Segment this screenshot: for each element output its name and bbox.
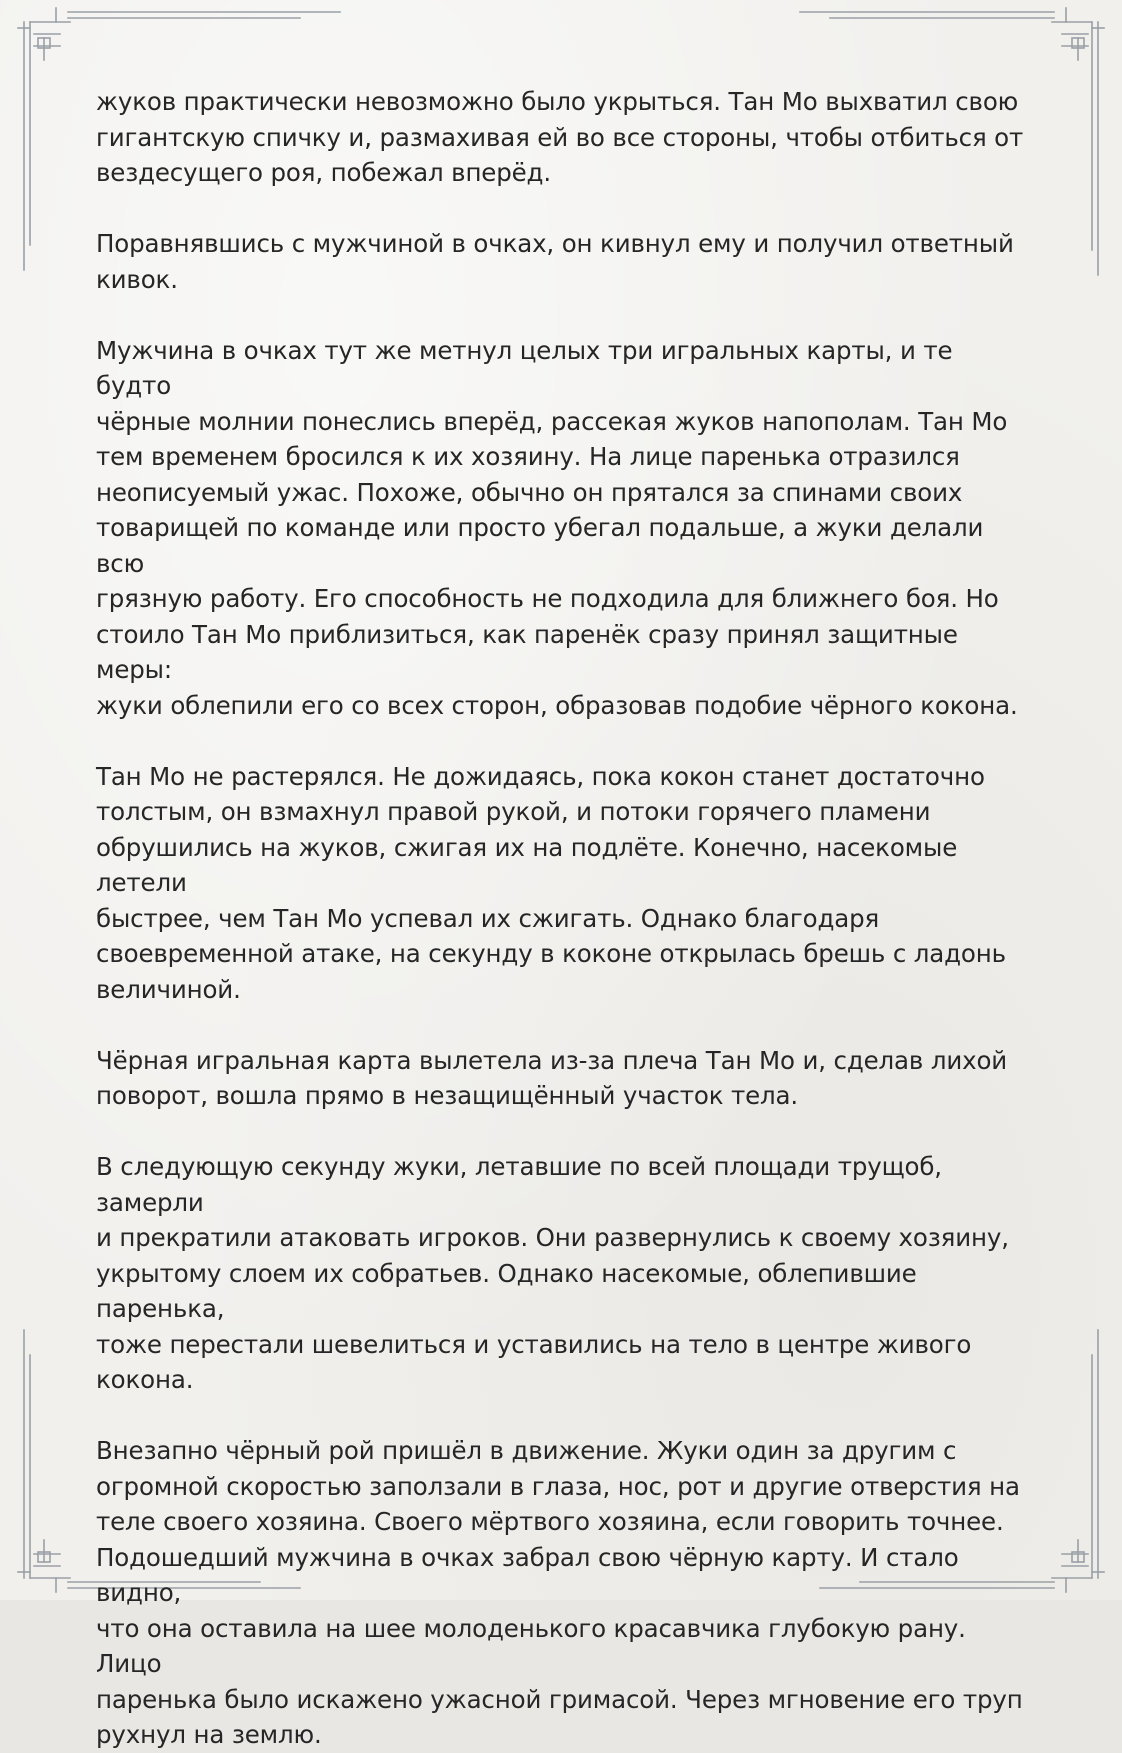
paragraph: В следующую секунду жуки, летавшие по всей площади трущоб, замерли и прекратили атаковать игроков. Они развернулись к своему хозяину, укрытому слоем их собратьев. Однако насекомые, облепившие паренька, тоже перестали шевелиться и уставились на тело в центре живого кокона. (96, 1152, 1009, 1394)
paragraph: жуков практически невозможно было укрыться. Тан Мо выхватил свою гигантскую спичку и, размахивая ей во все стороны, чтобы отбиться от вездесущего роя, побежал вперёд. (96, 87, 1024, 187)
paragraph: Поравнявшись с мужчиной в очках, он кивнул ему и получил ответный кивок. (96, 229, 1014, 294)
paragraph: Внезапно чёрный рой пришёл в движение. Жуки один за другим с огромной скоростью заползали в глаза, нос, рот и другие отверстия на теле своего хозяина. Своего мёртвого хозяина, если говорить точнее. Подошедший мужчина в очках забрал свою чёрную карту. И стало видно, что она оставила на шее молоденького красавчика глубокую рану. Лицо паренька было искажено ужасной гримасой. Через мгновение его труп рухнул на землю. (96, 1436, 1023, 1749)
paragraph: Мужчина в очках тут же метнул целых три игральных карты, и те будто чёрные молнии понеслись вперёд, рассекая жуков напополам. Тан Мо тем временем бросился к их хозяину. На лице паренька отразился неописуемый ужас. Похоже, обычно он прятался за спинами своих товарищей по команде или просто убегал подальше, а жуки делали всю грязную работу. Его способность не подходила для ближнего боя. Но стоило Тан Мо приблизиться, как паренёк сразу принял защитные меры: жуки облепили его со всех сторон, образовав подобие чёрного кокона. (96, 335, 1018, 720)
paragraph: Чёрная игральная карта вылетела из-за плеча Тан Мо и, сделав лихой поворот, вошла прямо в незащищённый участок тела. (96, 1045, 1008, 1110)
paragraph: Тан Мо не растерялся. Не дожидаясь, пока кокон станет достаточно толстым, он взмахнул правой рукой, и потоки горячего пламени обрушились на жуков, сжигая их на подлёте. Конечно, насекомые летели быстрее, чем Тан Мо успевал их сжигать. Однако благодаря своевременной атаке, на секунду в коконе открылась брешь с ладонь величиной. (96, 761, 1006, 1004)
chapter-text (96, 84, 1026, 1753)
